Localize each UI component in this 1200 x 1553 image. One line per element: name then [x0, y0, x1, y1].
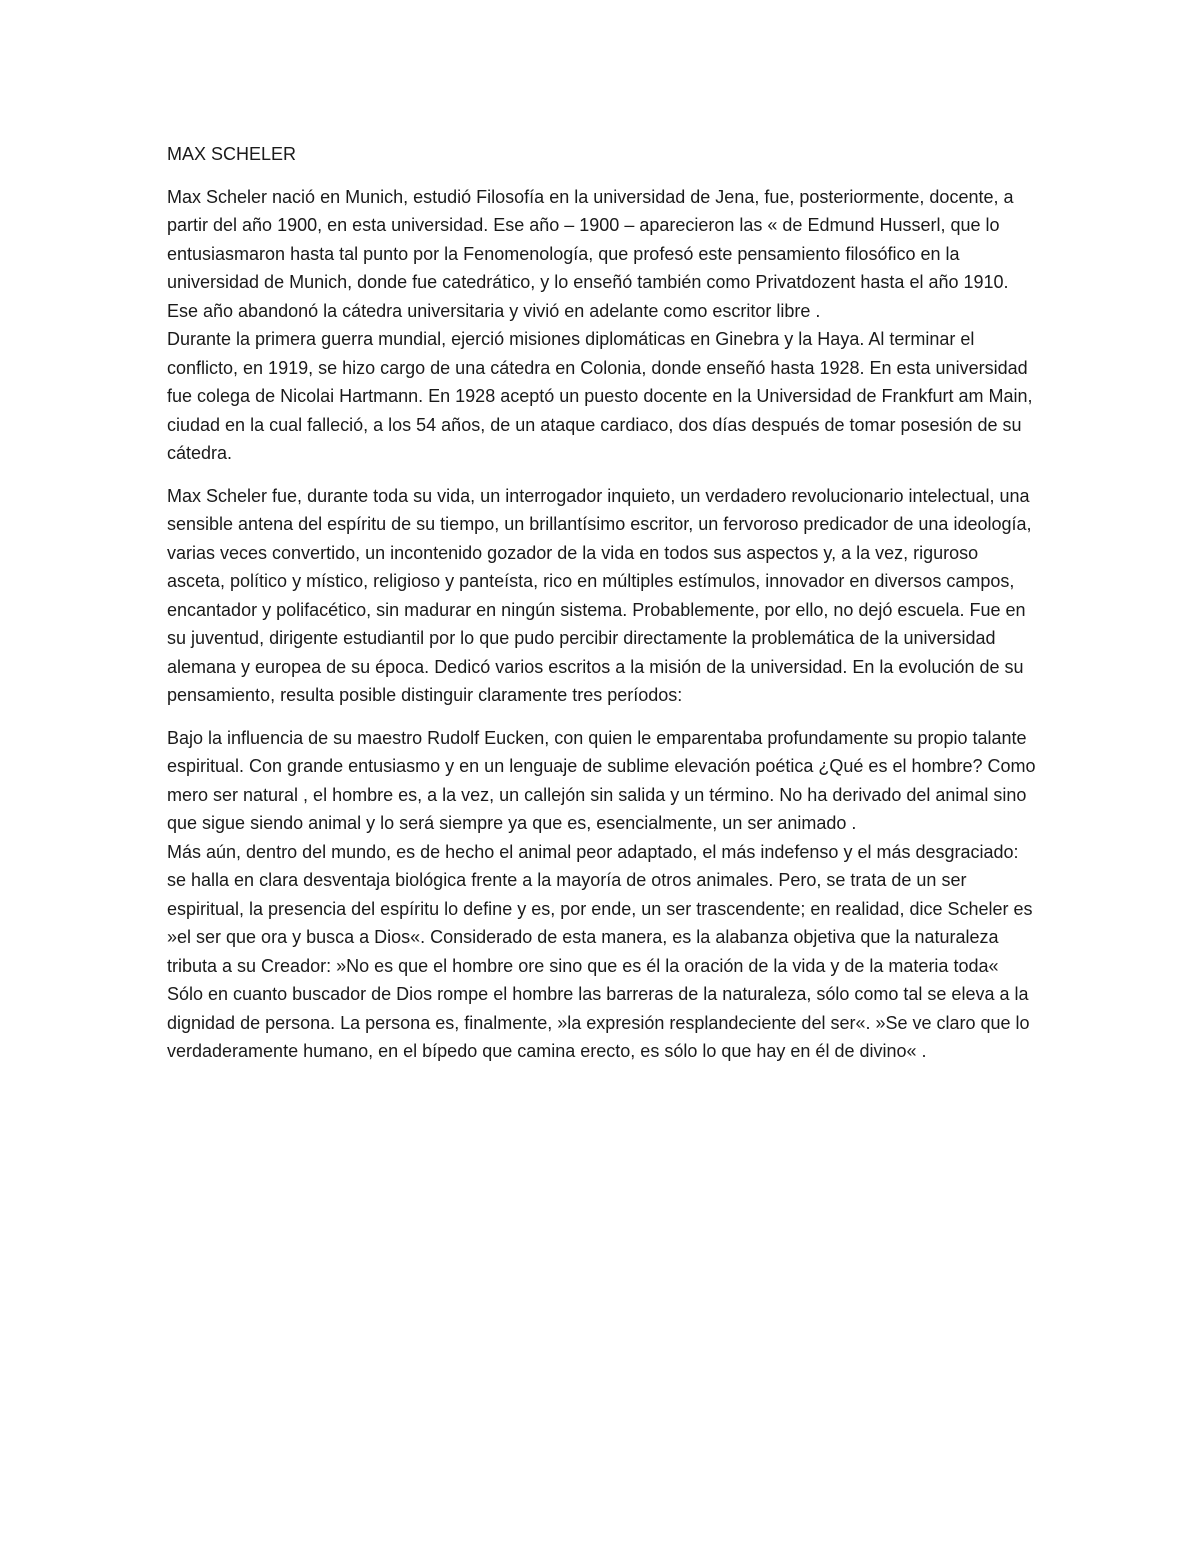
paragraph-war-and-career: Durante la primera guerra mundial, ejerció misiones diplomáticas en Ginebra y la Haya. Al terminar el conflicto, en 1919, se hizo cargo de una cátedra en Colonia, donde enseñó hasta 1928. En esta universidad fue colega de Nicolai Hartmann. En 1928 aceptó un puesto docente en la Universidad de Frankfurt am Main, ciudad en la cual falleció, a los 54 años, de un ataque cardiaco, dos días después de tomar posesión de su cátedra. — [167, 329, 1033, 463]
paragraph-character: Max Scheler fue, durante toda su vida, un interrogador inquieto, un verdadero revolucionario intelectual, una sensible antena del espíritu de su tiempo, un brillantísimo escritor, un fervoroso predicador de una ideología, varias veces convertido, un incontenido gozador de la vida en todos sus aspectos y, a la vez, riguroso asceta, político y místico, religioso y panteísta, rico en múltiples estímulos, innovador en diversos campos, encantador y polifacético, sin madurar en ningún sistema. Probablemente, por ello, no dejó escuela. Fue en su juventud, dirigente estudiantil por lo que pudo percibir directamente la problemática de la universidad alemana y europea de su época. Dedicó varios escritos a la misión de la universidad. En la evolución de su pensamiento, resulta posible distinguir claramente tres períodos: — [167, 485, 1032, 705]
document-body — [167, 140, 1037, 1066]
document-title: MAX SCHELER — [167, 144, 297, 164]
paragraph-spiritual-being: Más aún, dentro del mundo, es de hecho el animal peor adaptado, el más indefenso y el más desgraciado: se halla en clara desventaja biológica frente a la mayoría de otros animales. Pero, se trata de un ser espiritual, la presencia del espíritu lo define y es, por ende, un ser trascendente; en realidad, dice Scheler es »el ser que ora y busca a Dios«. Considerado de esta manera, es la alabanza objetiva que la naturaleza tributa a su Creador: »No es que el hombre ore sino que es él la oración de la vida y de la materia toda« Sólo en cuanto buscador de Dios rompe el hombre las barreras de la naturaleza, sólo como tal se eleva a la dignidad de persona. La persona es, finalmente, »la expresión resplandeciente del ser«. »Se ve claro que lo verdaderamente humano, en el bípedo que camina erecto, es sólo lo que hay en él de divino« . — [167, 841, 1033, 1061]
paragraph-eucken-influence: Bajo la influencia de su maestro Rudolf Eucken, con quien le emparentaba profundamente su propio talante espiritual. Con grande entusiasmo y en un lenguaje de sublime elevación poética ¿Qué es el hombre? Como mero ser natural , el hombre es, a la vez, un callejón sin salida y un término. No ha derivado del animal sino que sigue siendo animal y lo será siempre ya que es, esencialmente, un ser animado . — [167, 727, 1036, 833]
paragraph-biography: Max Scheler nació en Munich, estudió Filosofía en la universidad de Jena, fue, posteriormente, docente, a partir del año 1900, en esta universidad. Ese año – 1900 – aparecieron las « de Edmund Husserl, que lo entusiasmaron hasta tal punto por la Fenomenología, que profesó este pensamiento filosófico en la universidad de Munich, donde fue catedrático, y lo enseñó también como Privatdozent hasta el año 1910. Ese año abandonó la cátedra universitaria y vivió en adelante como escritor libre . — [167, 186, 1014, 321]
